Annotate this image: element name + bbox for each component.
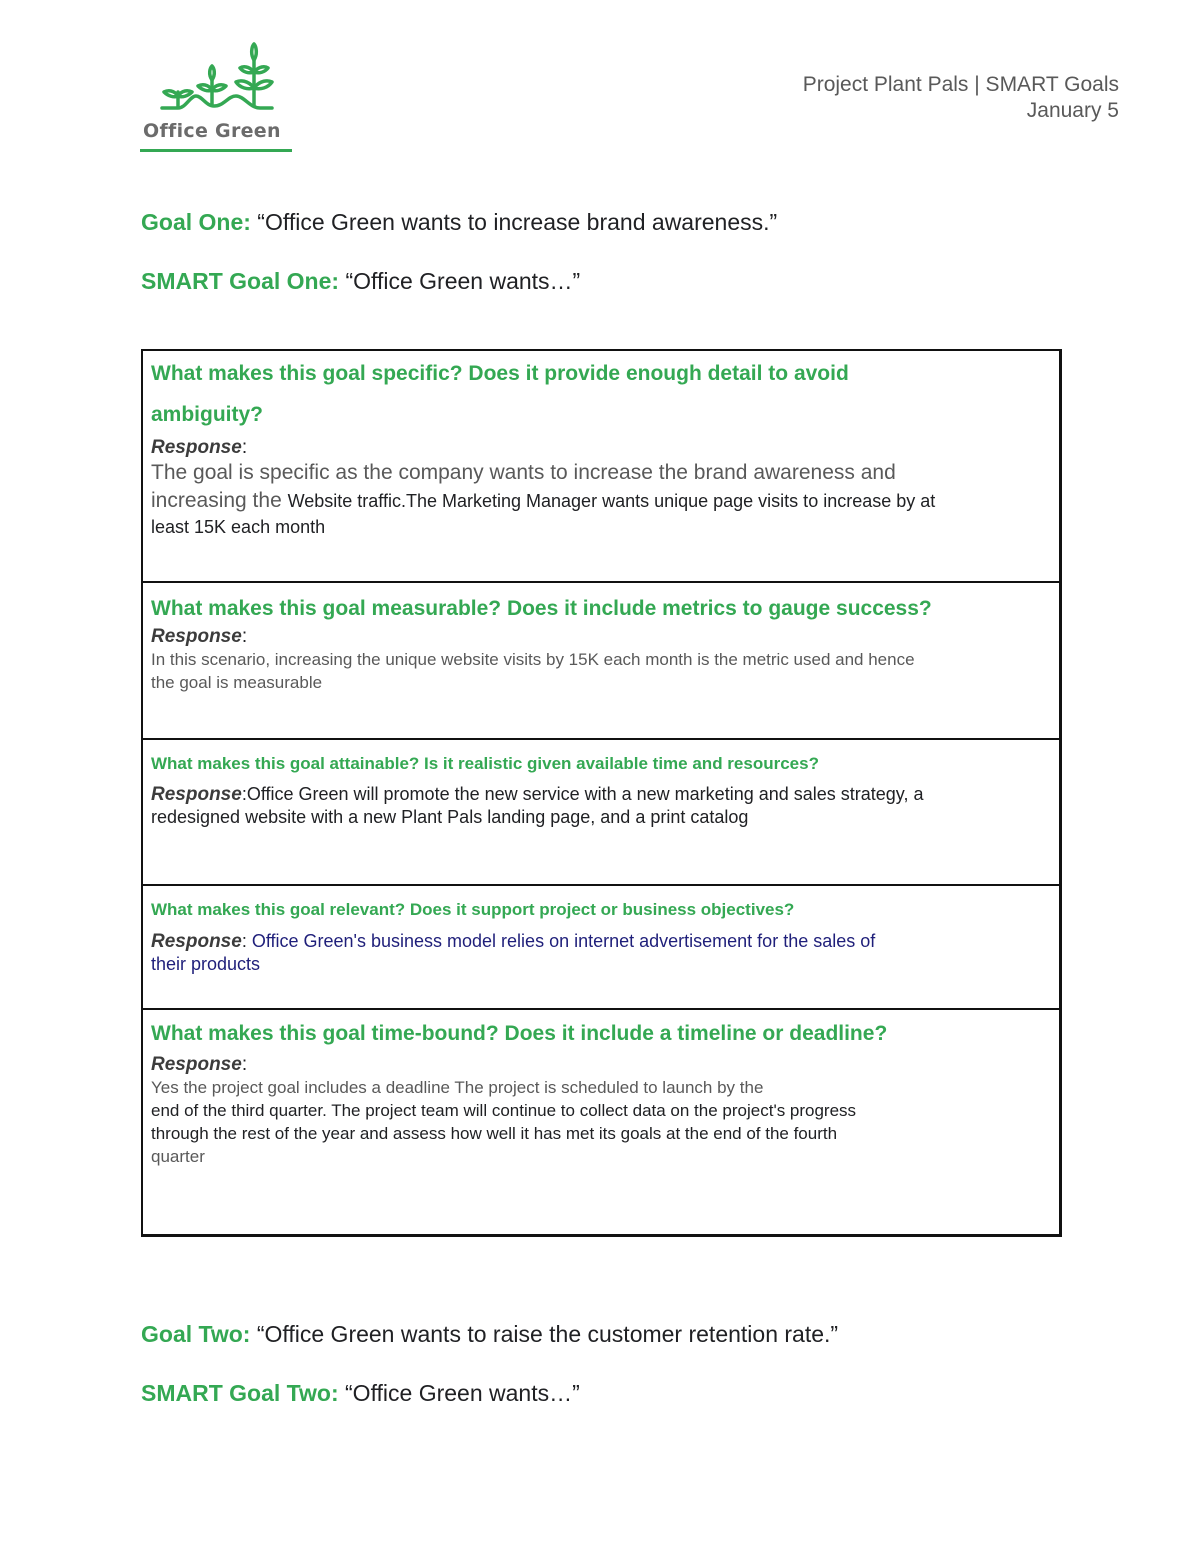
time-bound-response: Yes the project goal includes a deadline The project is scheduled to launch by the end of the third quarter. The project team will continue to collect data on the project's progress through the rest of the year and assess how well it has met its goals at the end of the fourth quarter <box>151 1078 857 1166</box>
relevant-question: What makes this goal relevant? Does it support project or business objectives? <box>151 900 795 919</box>
logo-underline <box>140 149 292 152</box>
office-green-logo <box>140 40 294 154</box>
time-bound-question: What makes this goal time-bound? Does it include a timeline or deadline? <box>151 1022 888 1045</box>
smart-goal-two <box>141 1380 580 1407</box>
sprouting-plants-icon <box>140 40 294 120</box>
specific-response: The goal is specific as the company wants to increase the brand awareness and increasing the Website traffic.The Marketing Manager wants unique page visits to increase by at least 15K each month <box>151 461 936 537</box>
smart-goal-table <box>141 349 1062 1237</box>
smart-goal-two-label: SMART Goal Two: <box>141 1380 339 1406</box>
relevant-cell <box>143 884 1059 1008</box>
smart-goal-one <box>141 268 580 295</box>
goal-two <box>141 1321 838 1348</box>
goal-two-text: “Office Green wants to raise the customer retention rate.” <box>250 1321 839 1347</box>
document-header <box>803 72 1119 124</box>
smart-goal-one-text: “Office Green wants…” <box>339 268 581 294</box>
logo-wordmark: Office Green <box>143 120 281 142</box>
measurable-response: In this scenario, increasing the unique website visits by 15K each month is the metric used and hence the goal is measurable <box>151 650 915 692</box>
goal-two-label: Goal Two: <box>141 1321 251 1347</box>
relevant-response: Response: Office Green's business model relies on internet advertisement for the sales of their products <box>151 931 876 974</box>
attainable-question: What makes this goal attainable? Is it realistic given available time and resources? <box>151 754 819 773</box>
specific-cell: What makes this goal specific? Does it provide enough detail to avoid ambiguity? Response: The goal is specific as the company wants to increase the brand awareness and increasing the Website traffic.The Marketing Manager wants unique page visits to increase by at least 15K each month <box>143 351 1059 581</box>
measurable-question: What makes this goal measurable? Does it include metrics to gauge success? <box>151 597 932 620</box>
attainable-cell <box>143 738 1059 884</box>
response-label: Response <box>151 1054 242 1075</box>
goal-one-text: “Office Green wants to increase brand awareness.” <box>250 209 778 235</box>
smart-goal-two-text: “Office Green wants…” <box>338 1380 580 1406</box>
time-bound-cell: What makes this goal time-bound? Does it include a timeline or deadline? Response: Yes the project goal includes a deadline The project is scheduled to launch by the end of the third quarter. The project team will continue to collect data on the project's progress through the rest of the year and assess how well it has met its goals at the end of the fourth quarter <box>143 1008 1059 1234</box>
response-label: Response <box>151 784 242 805</box>
goal-one-label: Goal One: <box>141 209 251 235</box>
header-title: Project Plant Pals | SMART Goals <box>802 73 1119 96</box>
measurable-cell: What makes this goal measurable? Does it include metrics to gauge success? Response: In this scenario, increasing the unique website visits by 15K each month is the metric used and hence the goal is measurable <box>143 581 1059 738</box>
smart-goal-one-label: SMART Goal One: <box>141 268 340 294</box>
goal-one <box>141 209 777 236</box>
attainable-response: Response:Office Green will promote the new service with a new marketing and sales strategy, a redesigned website with a new Plant Pals landing page, and a print catalog <box>151 784 924 827</box>
header-date: January 5 <box>1026 99 1119 122</box>
specific-question: What makes this goal specific? Does it provide enough detail to avoid ambiguity? <box>151 362 849 426</box>
response-label: Response <box>151 437 242 458</box>
response-label: Response <box>151 626 242 647</box>
response-label: Response <box>151 931 242 952</box>
